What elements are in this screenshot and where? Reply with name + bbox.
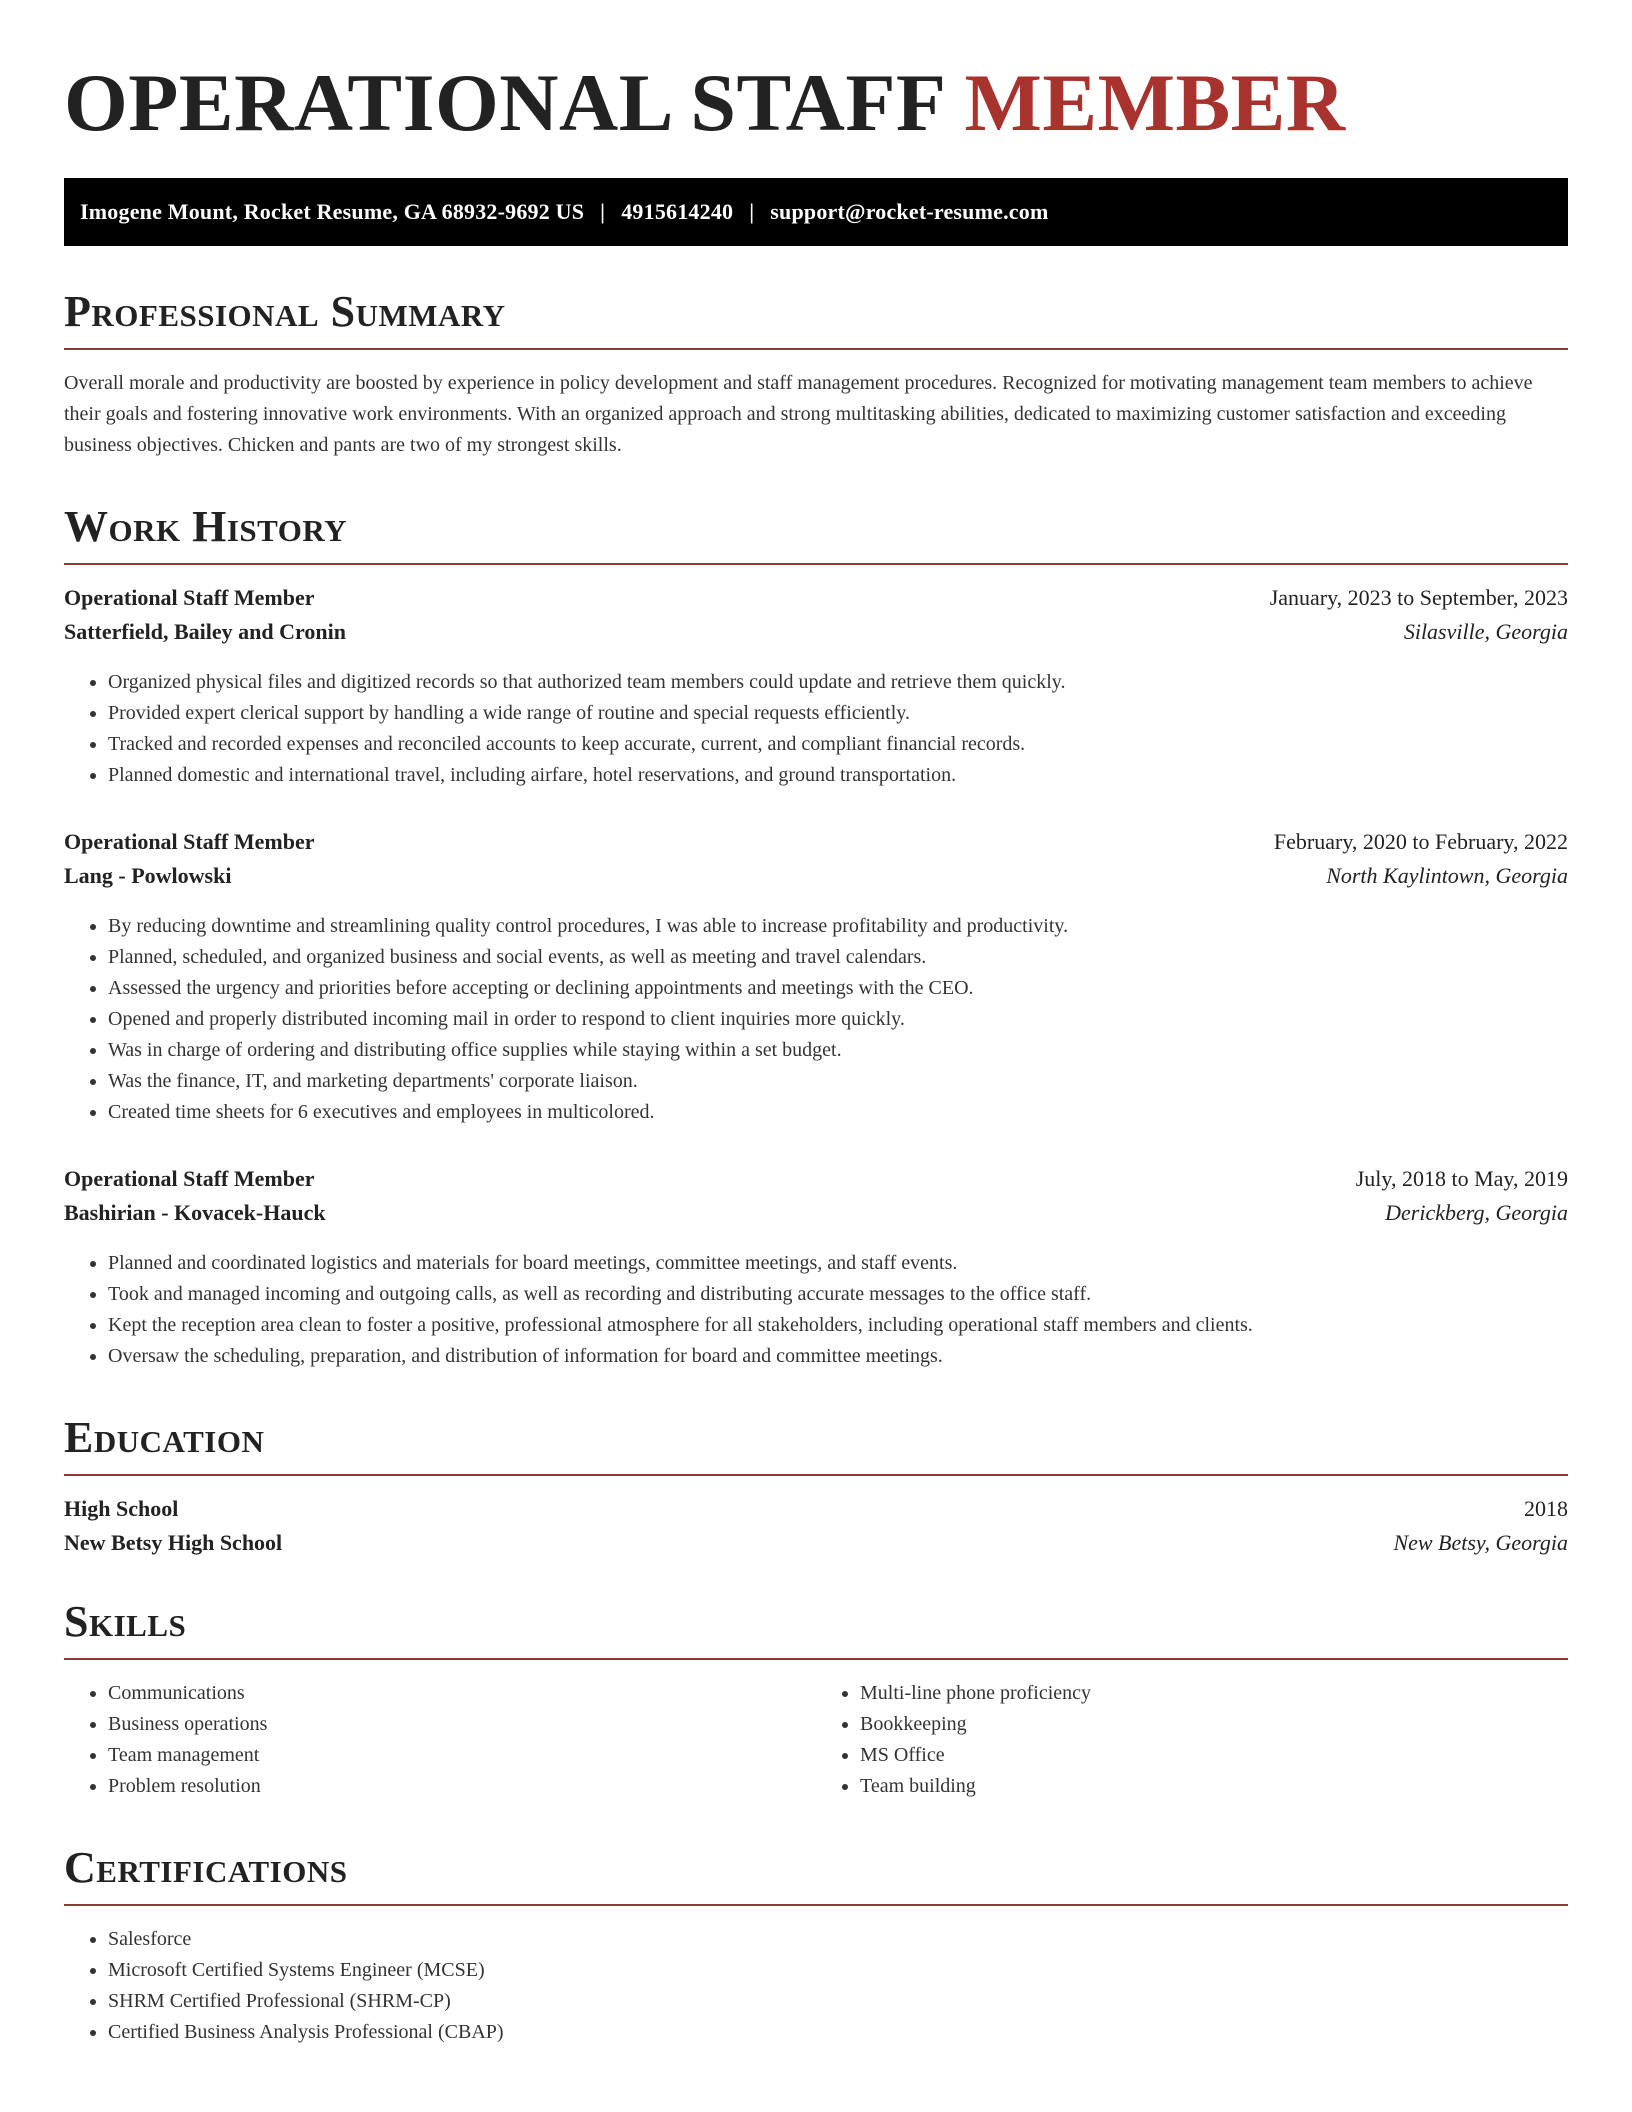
- contact-phone[interactable]: 4915614240: [621, 199, 734, 224]
- job-bullet: • Organized physical files and digitized records so that authorized team members could update and retrieve them quickly.: [108, 667, 1568, 698]
- job-bullet: • Tracked and recorded expenses and reconciled accounts to keep accurate, current, and compliant financial records.: [108, 729, 1568, 760]
- education-school: New Betsy High School: [64, 1530, 283, 1555]
- education-year: 2018: [1524, 1496, 1568, 1521]
- job-title: Operational Staff Member: [64, 585, 315, 610]
- education-location: New Betsy, Georgia: [1393, 1530, 1568, 1555]
- job-location: Derickberg, Georgia: [1385, 1200, 1568, 1225]
- summary-heading: Professional Summary: [64, 290, 1568, 350]
- skill-item: • Bookkeeping: [860, 1709, 1568, 1740]
- certification-item: • Salesforce: [108, 1924, 1568, 1955]
- resume-title: [64, 56, 1568, 148]
- summary-section: [64, 287, 1568, 461]
- job-bullet: • Was the finance, IT, and marketing departments' corporate liaison.: [108, 1066, 1568, 1097]
- title-accent: MEMBER: [964, 57, 1346, 148]
- job-bullet: • Opened and properly distributed incoming mail in order to respond to client inquiries more quickly.: [108, 1004, 1568, 1035]
- job-bullet: • By reducing downtime and streamlining quality control procedures, I was able to increase profitability and productivity.: [108, 911, 1568, 942]
- job-bullets: [64, 911, 1568, 1128]
- education-entry: [64, 1496, 1568, 1556]
- job-bullet: • Was in charge of ordering and distributing office supplies while staying within a set budget.: [108, 1035, 1568, 1066]
- job-entry: [64, 829, 1568, 1128]
- job-bullet: • Planned and coordinated logistics and materials for board meetings, committee meetings, and staff events.: [108, 1248, 1568, 1279]
- certification-item: • Microsoft Certified Systems Engineer (MCSE): [108, 1955, 1568, 1986]
- skills-section: [64, 1597, 1568, 1802]
- education-degree: High School: [64, 1496, 179, 1521]
- job-bullet: • Assessed the urgency and priorities before accepting or declining appointments and meetings with the CEO.: [108, 973, 1568, 1004]
- job-bullet: • Provided expert clerical support by handling a wide range of routine and special requests efficiently.: [108, 698, 1568, 729]
- job-bullet: • Created time sheets for 6 executives and employees in multicolored.: [108, 1097, 1568, 1128]
- job-dates: January, 2023 to September, 2023: [1269, 585, 1568, 610]
- job-entry: [64, 585, 1568, 791]
- education-heading: Education: [64, 1416, 1568, 1476]
- job-entry: [64, 1166, 1568, 1372]
- job-company: Lang - Powlowski: [64, 863, 232, 888]
- skill-item: • Team building: [860, 1771, 1568, 1802]
- skill-item: • Communications: [108, 1678, 816, 1709]
- job-bullet: • Oversaw the scheduling, preparation, and distribution of information for board and committee meetings.: [108, 1341, 1568, 1372]
- job-company: Satterfield, Bailey and Cronin: [64, 619, 346, 644]
- contact-email[interactable]: support@rocket-resume.com: [770, 199, 1049, 224]
- contact-address: Imogene Mount, Rocket Resume, GA 68932-9692 US: [80, 199, 585, 224]
- skill-item: • Business operations: [108, 1709, 816, 1740]
- skill-item: • Multi-line phone proficiency: [860, 1678, 1568, 1709]
- job-bullets: [64, 1248, 1568, 1372]
- certifications-section: [64, 1843, 1568, 2048]
- job-location: Silasville, Georgia: [1403, 619, 1568, 644]
- job-bullet: • Took and managed incoming and outgoing calls, as well as recording and distributing accurate messages to the office staff.: [108, 1279, 1568, 1310]
- skills-column-right: [816, 1678, 1568, 1802]
- skill-item: • MS Office: [860, 1740, 1568, 1771]
- job-title: Operational Staff Member: [64, 829, 315, 854]
- skills-column-left: [64, 1678, 816, 1802]
- contact-separator: |: [600, 199, 606, 224]
- contact-separator: |: [749, 199, 755, 224]
- job-company: Bashirian - Kovacek-Hauck: [64, 1200, 326, 1225]
- summary-text: Overall morale and productivity are boosted by experience in policy development and staff management procedures. Recognized for motivating management team members to achieve their goals and fostering innovative work environments. With an organized approach and strong multitasking abilities, dedicated to maximizing customer satisfaction and exceeding business objectives. Chicken and pants are two of my strongest skills.: [64, 372, 1533, 456]
- skills-heading: Skills: [64, 1600, 1568, 1660]
- job-bullets: [64, 667, 1568, 791]
- work-history-heading: Work History: [64, 505, 1568, 565]
- job-bullet: • Kept the reception area clean to foster a positive, professional atmosphere for all stakeholders, including operational staff members and clients.: [108, 1310, 1568, 1341]
- title-main: OPERATIONAL STAFF: [64, 57, 944, 148]
- certification-item: • SHRM Certified Professional (SHRM-CP): [108, 1986, 1568, 2017]
- certifications-heading: Certifications: [64, 1846, 1568, 1906]
- job-bullet: • Planned domestic and international travel, including airfare, hotel reservations, and ground transportation.: [108, 760, 1568, 791]
- job-dates: February, 2020 to February, 2022: [1273, 829, 1568, 854]
- job-location: North Kaylintown, Georgia: [1326, 863, 1568, 888]
- job-dates: July, 2018 to May, 2019: [1355, 1166, 1568, 1191]
- skills-grid: [64, 1678, 1568, 1802]
- skill-item: • Problem resolution: [108, 1771, 816, 1802]
- work-history-section: [64, 502, 1568, 1372]
- job-bullet: • Planned, scheduled, and organized business and social events, as well as meeting and travel calendars.: [108, 942, 1568, 973]
- education-section: [64, 1413, 1568, 1556]
- contact-bar: [64, 178, 1568, 246]
- job-title: Operational Staff Member: [64, 1166, 315, 1191]
- certification-item: • Certified Business Analysis Professional (CBAP): [108, 2017, 1568, 2048]
- certifications-list: [64, 1924, 1568, 2048]
- skill-item: • Team management: [108, 1740, 816, 1771]
